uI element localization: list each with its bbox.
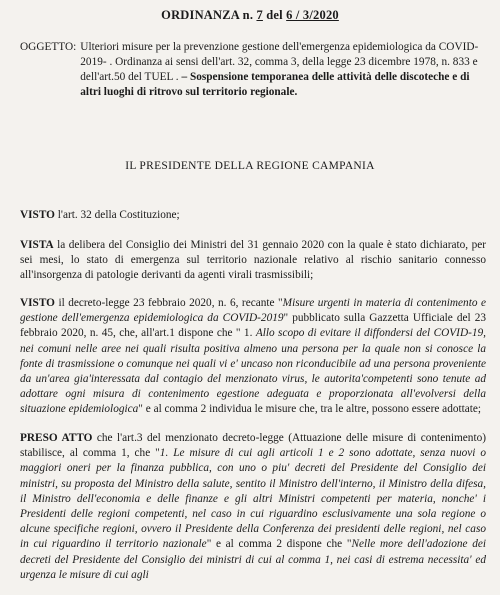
- subject-bold: – Sospensione temporanea delle attività delle discoteche e di altri luoghi di ritrovo sul territorio regionale.: [80, 71, 470, 98]
- visto-decreto-keyword: VISTO: [20, 297, 55, 309]
- vista-text: la delibera del Consiglio dei Ministri del 31 gennaio 2020 con la quale è stato dichiarato, per sei mesi, lo stato di emergenza sul territorio nazionale relativo al rischio sanitario connesso all'insorgenza di patologie derivanti da agenti virali trasmissibili;: [20, 239, 486, 282]
- preso-atto-text-2: " e al comma 2 dispone che ": [206, 538, 352, 551]
- preso-atto: [20, 431, 486, 583]
- subject-label: OGGETTO:: [20, 41, 77, 53]
- preso-atto-text-1: che l'art.3 del menzionato decreto-legge (Attuazione delle misure di contenimento) stabilisce, al comma 1, che ": [20, 432, 486, 460]
- subject-plain: Ulteriori misure per la prevenzione gestione dell'emergenza epidemiologica da COVID-2019- . Ordinanza ai sensi dell'art. 32, comma 3, della legge 23 dicembre 1978, n. 833 e dell'art.50 del TUEL .: [80, 41, 479, 83]
- visto-decreto-text-2: " pubblicato sulla Gazzetta Ufficiale del 23 febbraio 2020, n. 45, che, all'art.1 dispone che " 1.: [20, 312, 486, 340]
- visto-text: l'art. 32 della Costituzione;: [54, 209, 180, 221]
- visto-decreto-text-1: il decreto-legge 23 febbraio 2020, n. 6, recante ": [54, 297, 283, 309]
- president-title: IL PRESIDENTE DELLA REGIONE CAMPANIA: [125, 160, 375, 172]
- subject-block: [20, 40, 490, 100]
- header-prefix: ORDINANZA n.: [161, 8, 254, 22]
- subject-text: [80, 40, 490, 100]
- visto-decreto: [20, 296, 486, 418]
- visto-costituzione: [20, 208, 486, 223]
- vista-delibera: [20, 238, 486, 284]
- ordinance-header: [0, 8, 500, 23]
- header-del: del: [266, 8, 283, 22]
- preso-atto-keyword: PRESO ATTO: [20, 432, 93, 444]
- visto-decreto-text-3: " e al comma 2 individua le misure che, tra le altre, possono essere adottate;: [138, 403, 482, 416]
- ordinance-number: 7: [256, 8, 263, 22]
- preso-atto-italic-2: Nelle more dell'adozione dei decreti del Presidente del Consiglio dei ministri di cui al comma 1, nei casi di estrema necessita' ed urgenza le misure di cui agli: [20, 538, 487, 581]
- vista-keyword: VISTA: [20, 239, 54, 251]
- ordinance-date: 6 / 3/2020: [286, 8, 339, 22]
- visto-keyword: VISTO: [20, 209, 55, 221]
- preso-atto-italic-1: 1. Le misure di cui agli articoli 1 e 2 sono adottate, senza nuovi o maggiori oneri per la finanza pubblica, con uno o piu' decreti del Presidente del Consiglio dei ministri, su proposta del Ministro della salute, sentito il Ministro dell'interno, il Ministro della difesa, il Ministro dell'economia e delle finanze e gli altri Ministri competenti per materia, nonche' i Presidenti delle regioni competenti, nel caso in cui riguardino esclusivamente una sola regione o alcune specifiche regioni, ovvero il Presidente della Conferenza dei presidenti delle regioni, nel caso in cui riguardino il territorio nazionale: [20, 447, 486, 551]
- visto-decreto-italic-1: Misure urgenti in materia di contenimento e gestione dell'emergenza epidemiologica da COVID-2019: [20, 297, 486, 325]
- visto-decreto-italic-2: Allo scopo di evitare il diffondersi del COVID-19, nei comuni nelle aree nei quali risulta positiva almeno una persona per la quale non si conosce la fonte di trasmissione o comunque nei quali vi e' uncaso non riconducibile ad una persona proveniente da un'area gia'interessata dal contagio del menzionato virus, le autorita'competenti sono tenute ad adottare ogni misura di contenimento egestione adeguata e proporzionata all'evolversi della situazione epidemiologica: [20, 327, 486, 416]
